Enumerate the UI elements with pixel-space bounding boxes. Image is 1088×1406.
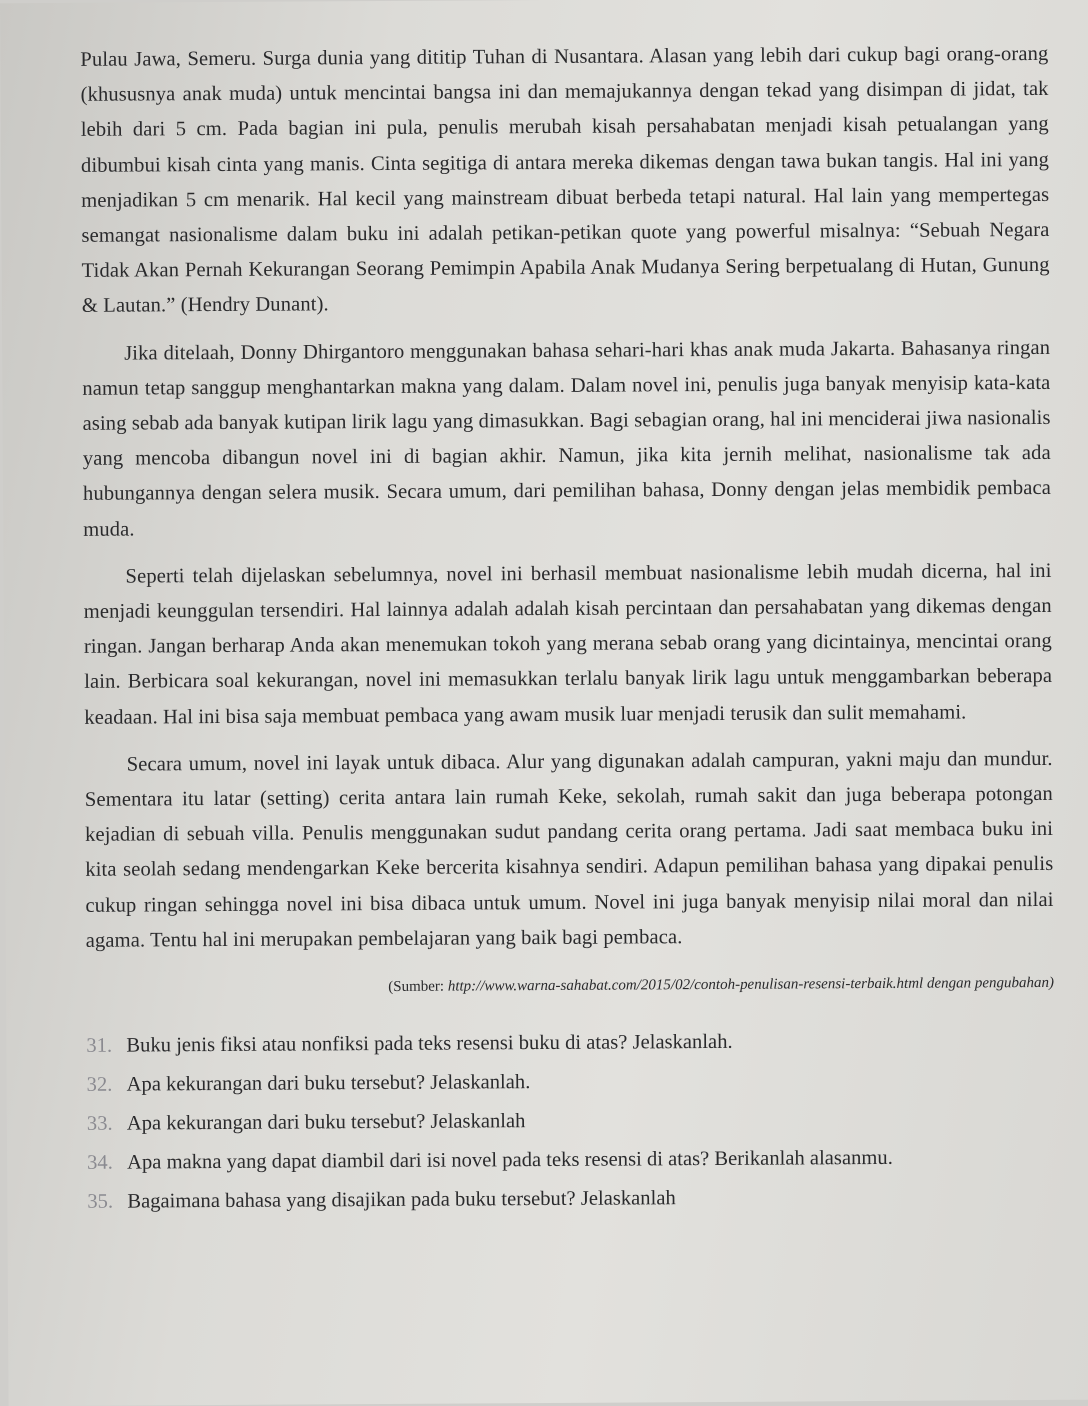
- source-url: http://www.warna-sahabat.com/2015/02/contoh-penulisan-resensi-terbaik.html dengan pengubahan): [447, 974, 1055, 995]
- paragraph-2: Jika ditelaah, Donny Dhirgantoro menggunakan bahasa sehari-hari khas anak muda Jakarta. Bahasanya ringan namun tetap sanggup menghantarkan makna yang dalam. Dalam novel ini, penulis juga banyak menyisip kata-kata asing sebab ada banyak kutipan lirik lagu yang dimasukkan. Bagi sebagian orang, hal ini menciderai jiwa nasionalis yang mencoba dibangun novel ini di bagian akhir. Namun, jika kita jernih melihat, nasionalisme tak ada hubungannya dengan selera musik. Secara umum, dari pemilihan bahasa, Donny dengan jelas membidik pembaca muda.: [82, 336, 1052, 541]
- paragraph-3: Seperti telah dijelaskan sebelumnya, novel ini berhasil membuat nasionalisme lebih mudah dicerna, hal ini menjadi keunggulan tersendiri. Hal lainnya adalah adalah kisah percintaan dan persahabatan yang dikemas dengan ringan. Jangan berharap Anda akan menemukan tokoh yang merana sebab orang yang dicintainya, mencintai orang lain. Berbicara soal kekurangan, novel ini memasukkan terlalu banyak lirik lagu untuk menggambarkan beberapa keadaan. Hal ini bisa saja membuat pembaca yang awam musik luar menjadi terusik dan sulit memahami.: [83, 559, 1053, 729]
- question-item: [87, 1178, 1055, 1220]
- paragraph-1: Pulau Jawa, Semeru. Surga dunia yang dititip Tuhan di Nusantara. Alasan yang lebih dari cukup bagi orang-orang (khususnya anak muda) untuk mencintai bangsa ini dan memajukannya dengan tekad yang disimpan di jidat, tak lebih dari 5 cm. Pada bagian ini pula, penulis merubah kisah persahabatan menjadi kisah petualangan yang dibumbui kisah cinta yang manis. Cinta segitiga di antara mereka dikemas dengan tawa bukan tangis. Hal ini yang menjadikan 5 cm menarik. Hal kecil yang mainstream dibuat berbeda tetapi natural. Hal lain yang mempertegas semangat nasionalisme dalam buku ini adalah petikan-petikan quote yang powerful misalnya: “Sebuah Negara Tidak Akan Pernah Kekurangan Seorang Pemimpin Apabila Anak Mudanya Sering berpetualang di Hutan, Gunung & Lautan.” (Hendry Dunant).: [80, 42, 1050, 318]
- question-number: 33.: [86, 1112, 113, 1135]
- question-text: Buku jenis fiksi atau nonfiksi pada teks resensi buku di atas? Jelaskanlah.: [126, 1030, 733, 1057]
- question-number: 31.: [86, 1034, 113, 1057]
- question-number: 34.: [87, 1151, 113, 1174]
- question-item: [87, 1061, 1055, 1103]
- paragraph-4: Secara umum, novel ini layak untuk dibaca. Alur yang digunakan adalah campuran, yakni maju dan mundur. Sementara itu latar (setting) cerita antara lain rumah Keke, sekolah, rumah sakit dan juga beberapa potongan kejadian di sebuah villa. Penulis menggunakan sudut pandang cerita orang pertama. Jadi saat membaca buku ini kita seolah sedang mendengarkan Keke bercerita kisahnya sendiri. Adapun pemilihan bahasa yang dipakai penulis cukup ringan sehingga novel ini bisa dibaca untuk umum. Novel ini juga banyak menyisip nilai moral dan nilai agama. Tentu hal ini merupakan pembelajaran yang baik bagi pembaca.: [84, 747, 1054, 952]
- question-list: [86, 1022, 1055, 1220]
- question-item: [87, 1100, 1055, 1142]
- source-citation: [86, 975, 1054, 998]
- question-text: Apa makna yang dapat diambil dari isi novel pada teks resensi di atas? Berikanlah alasanmu.: [127, 1146, 893, 1174]
- question-text: Apa kekurangan dari buku tersebut? Jelaskanlah: [126, 1110, 526, 1135]
- question-item: [86, 1022, 1054, 1064]
- question-number: 32.: [86, 1073, 113, 1096]
- question-text: Bagaimana bahasa yang disajikan pada buku tersebut? Jelaskanlah: [127, 1187, 676, 1213]
- source-prefix: (Sumber:: [388, 978, 448, 996]
- question-text: Apa kekurangan dari buku tersebut? Jelaskanlah.: [126, 1071, 531, 1096]
- question-number: 35.: [87, 1190, 114, 1213]
- question-item: [87, 1139, 1055, 1181]
